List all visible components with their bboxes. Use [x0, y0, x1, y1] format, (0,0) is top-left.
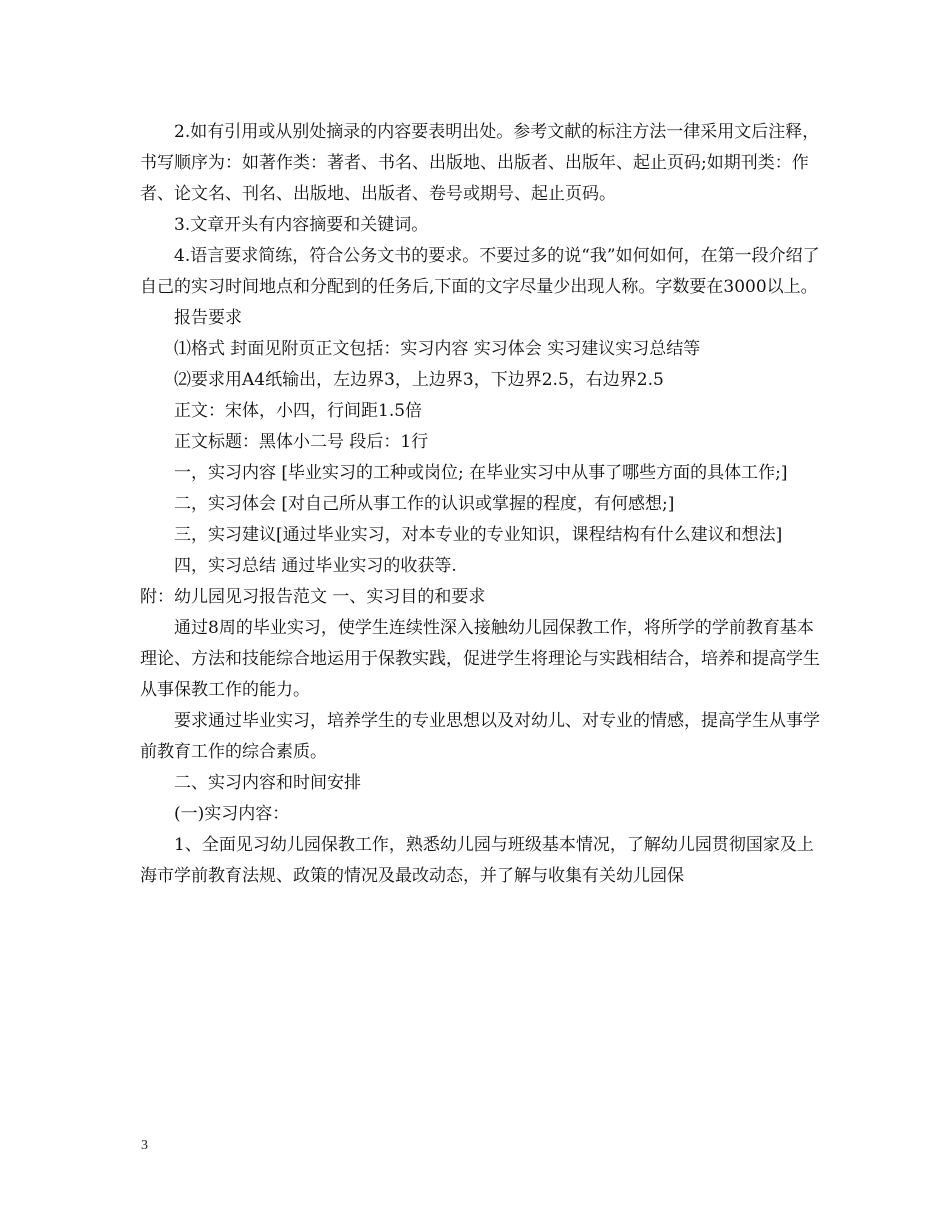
- paragraph-citation-rules: 2.如有引用或从别处摘录的内容要表明出处。参考文献的标注方法一律采用文后注释，书写顺序为：如著作类：著者、书名、出版地、出版者、出版年、起止页码;如期刊类：作者、论文名、刊名、出版地、出版者、卷号或期号、起止页码。: [140, 122, 820, 204]
- heading-report-requirements: 报告要求: [174, 308, 242, 328]
- paragraph-format: ⑴格式 封面见附页正文包括：实习内容 实习体会 实习建议实习总结等: [174, 339, 701, 359]
- section-four-summary: 四，实习总结 通过毕业实习的收获等.: [174, 556, 457, 576]
- section-three-suggestions: 三，实习建议[通过毕业实习，对本专业的专业知识，课程结构有什么建议和想法]: [174, 525, 783, 545]
- page-number: 3: [141, 1138, 148, 1153]
- paragraph-internship-purpose: 通过8周的毕业实习，使学生连续性深入接触幼儿园保教工作，将所学的学前教育基本理论、方法和技能综合地运用于保教实践，促进学生将理论与实践相结合，培养和提高学生从事保教工作的能力。: [140, 618, 820, 700]
- heading-content-schedule: 二、实习内容和时间安排: [174, 773, 361, 793]
- paragraph-internship-requirement: 要求通过毕业实习，培养学生的专业思想以及对幼儿、对专业的情感，提高学生从事学前教育工作的综合素质。: [140, 711, 820, 762]
- appendix-heading: 附：幼儿园见习报告范文 一、实习目的和要求: [140, 587, 486, 607]
- paragraph-body-font: 正文：宋体，小四，行间距1.5倍: [174, 401, 423, 421]
- paragraph-abstract-keywords: 3.文章开头有内容摘要和关键词。: [174, 215, 429, 235]
- heading-internship-content: (一)实习内容：: [174, 804, 290, 824]
- paragraph-item-one: 1、全面见习幼儿园保教工作，熟悉幼儿园与班级基本情况，了解幼儿园贯彻国家及上海市学前教育法规、政策的情况及最改动态，并了解与收集有关幼儿园保: [140, 835, 814, 886]
- section-two-experience: 二，实习体会 [对自己所从事工作的认识或掌握的程度，有何感想;]: [174, 494, 675, 514]
- paragraph-heading-font: 正文标题：黑体小二号 段后：1行: [174, 432, 429, 452]
- body-text: [140, 117, 820, 892]
- paragraph-language-requirements: 4.语言要求简练，符合公务文书的要求。不要过多的说“我”如何如何，在第一段介绍了自己的实习时间地点和分配到的任务后,下面的文字尽量少出现人称。字数要在3000以上。: [140, 246, 820, 297]
- paragraph-paper-margins: ⑵要求用A4纸输出，左边界3，上边界3，下边界2.5，右边界2.5: [174, 370, 664, 390]
- section-one-content: 一，实习内容 [毕业实习的工种或岗位; 在毕业实习中从事了哪些方面的具体工作;]: [174, 463, 788, 483]
